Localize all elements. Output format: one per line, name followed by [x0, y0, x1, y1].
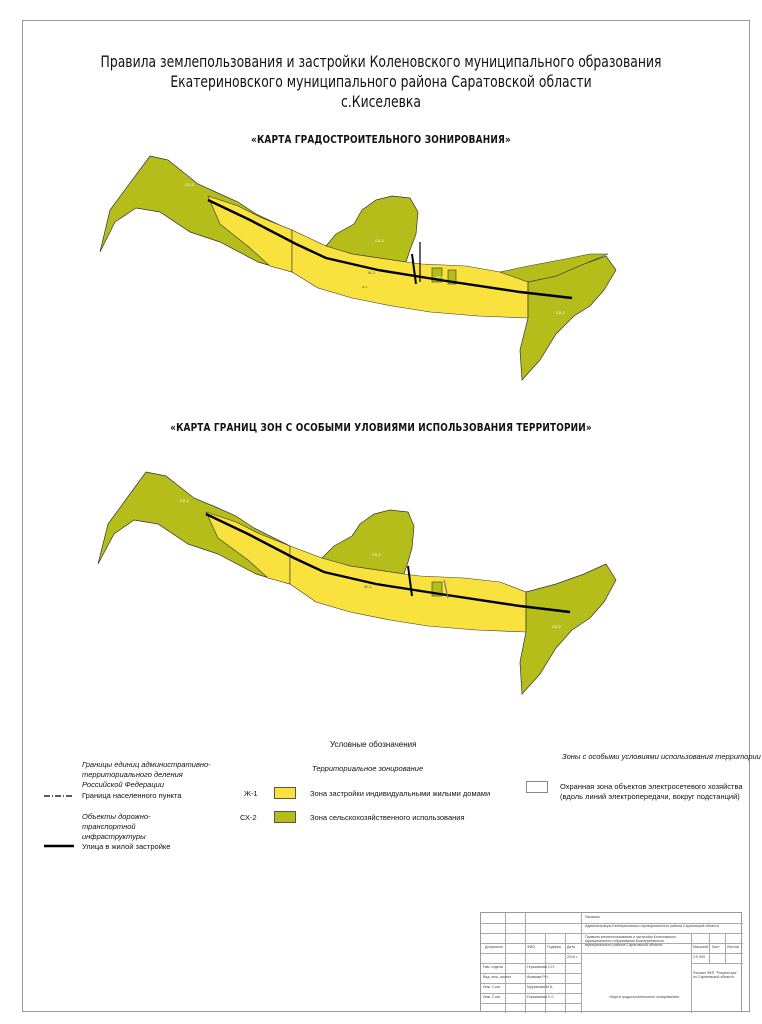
title-block — [480, 912, 742, 1012]
stamp-scale: 1:5 000 — [693, 955, 705, 959]
stamp-date: 2016 г. — [567, 955, 578, 959]
zone2-swatch — [274, 811, 296, 823]
zoning-map — [0, 150, 762, 390]
stamp-role: Инж. 1 кат. — [483, 985, 501, 989]
zone1-label: Зона застройки индивидуальными жилыми домами — [310, 789, 491, 798]
stamp-sheet-title: «Карта градостроительного зонирования» — [609, 995, 680, 999]
zone1-code: Ж-1 — [244, 789, 258, 798]
legend-heading: Условные обозначения — [330, 740, 417, 749]
title-line-2: Екатериновского муниципального района Саратовской области — [170, 72, 592, 91]
protect-zone-label-2: (вдоль линий электропередачи, вокруг подстанций) — [560, 792, 740, 801]
legend-street-label: Улица в жилой застройке — [82, 842, 171, 851]
protect-zone-swatch — [526, 781, 548, 793]
stamp-customer: Заказчик — [585, 915, 600, 919]
legend-infra-heading: Объекты дорожно-транспортной инфраструктуры — [82, 812, 151, 841]
stamp-col-header: Дата — [567, 945, 575, 949]
stamp-person: Мурзакова М.А. — [527, 985, 554, 989]
special-zones-map — [0, 462, 762, 702]
zone-label: СХ-2 — [375, 238, 384, 243]
legend-special-heading: Зоны с особыми условиями использования территории — [562, 752, 761, 761]
zone-label: СХ-2 — [180, 498, 189, 503]
zone-label: СХ-2 — [556, 310, 565, 315]
stamp-col-header: ФИО — [527, 945, 536, 949]
stamp-person: Герасимова С.Н. — [527, 965, 556, 969]
map2-title: «КАРТА ГРАНИЦ ЗОН С ОСОБЫМИ УЛОВИЯМИ ИСПОЛЬЗОВАНИЯ ТЕРРИТОРИИ» — [170, 421, 592, 434]
stamp-role: Вед. инж.-проект. — [483, 975, 512, 979]
stamp-project-name: Правила землепользования и застройки Коленовского муниципального образования Екатериновского муниципального района Саратовской области — [585, 935, 677, 947]
zone-label: Ж-1 — [364, 584, 372, 589]
map1-title: «КАРТА ГРАДОСТРОИТЕЛЬНОГО ЗОНИРОВАНИЯ» — [251, 133, 511, 146]
zone-label: СХ-2 — [436, 275, 443, 279]
legend-boundary-label: Граница населенного пункта — [82, 791, 182, 800]
document-title — [53, 52, 708, 112]
stamp-person: Акимова Р.Н. — [527, 975, 549, 979]
zone-agri-east — [520, 564, 616, 694]
stamp-customer-name: Администрация Екатериновского муниципального района Саратовской области — [585, 924, 719, 928]
boundary-line-sample — [44, 793, 74, 799]
legend-zoning-heading: Территориальное зонирование — [312, 764, 424, 773]
zone-label: СХ-2 — [552, 624, 561, 629]
stamp-org: Филиал ФКП "Росреестра" по Саратовской области — [693, 971, 738, 979]
zone2-label: Зона сельскохозяйственного использования — [310, 813, 465, 822]
stamp-role: Нач. отдела — [483, 965, 503, 969]
stamp-person: Герасимова С.С. — [527, 995, 556, 999]
zone-label: Ж-1 — [368, 270, 376, 275]
stamp-col-header: Подпись — [547, 945, 562, 949]
stamp-stage-header: Листов — [727, 945, 739, 949]
stamp-col-header: Должность — [485, 945, 504, 949]
zone-label: СХ-2 — [185, 182, 194, 187]
protect-zone-label-1: Охранная зона объектов электросетевого хозяйства — [560, 782, 743, 791]
stamp-role: Инж. 2 кат. — [483, 995, 501, 999]
legend-admin-heading: Границы единиц административно-территориального деления Российской Федерации — [82, 760, 211, 789]
stamp-stage-header: Лист — [712, 945, 720, 949]
stamp-stage-header: Масштаб — [693, 945, 709, 949]
title-line-3: с.Киселевка — [341, 92, 421, 111]
zone2-code: СХ-2 — [240, 813, 257, 822]
street-line-sample — [44, 843, 74, 849]
zone1-swatch — [274, 787, 296, 799]
zone-label: Ж-1 — [362, 285, 368, 289]
zone-label: СХ-2 — [372, 552, 381, 557]
title-line-1: Правила землепользования и застройки Коленовского муниципального образования — [100, 52, 662, 71]
